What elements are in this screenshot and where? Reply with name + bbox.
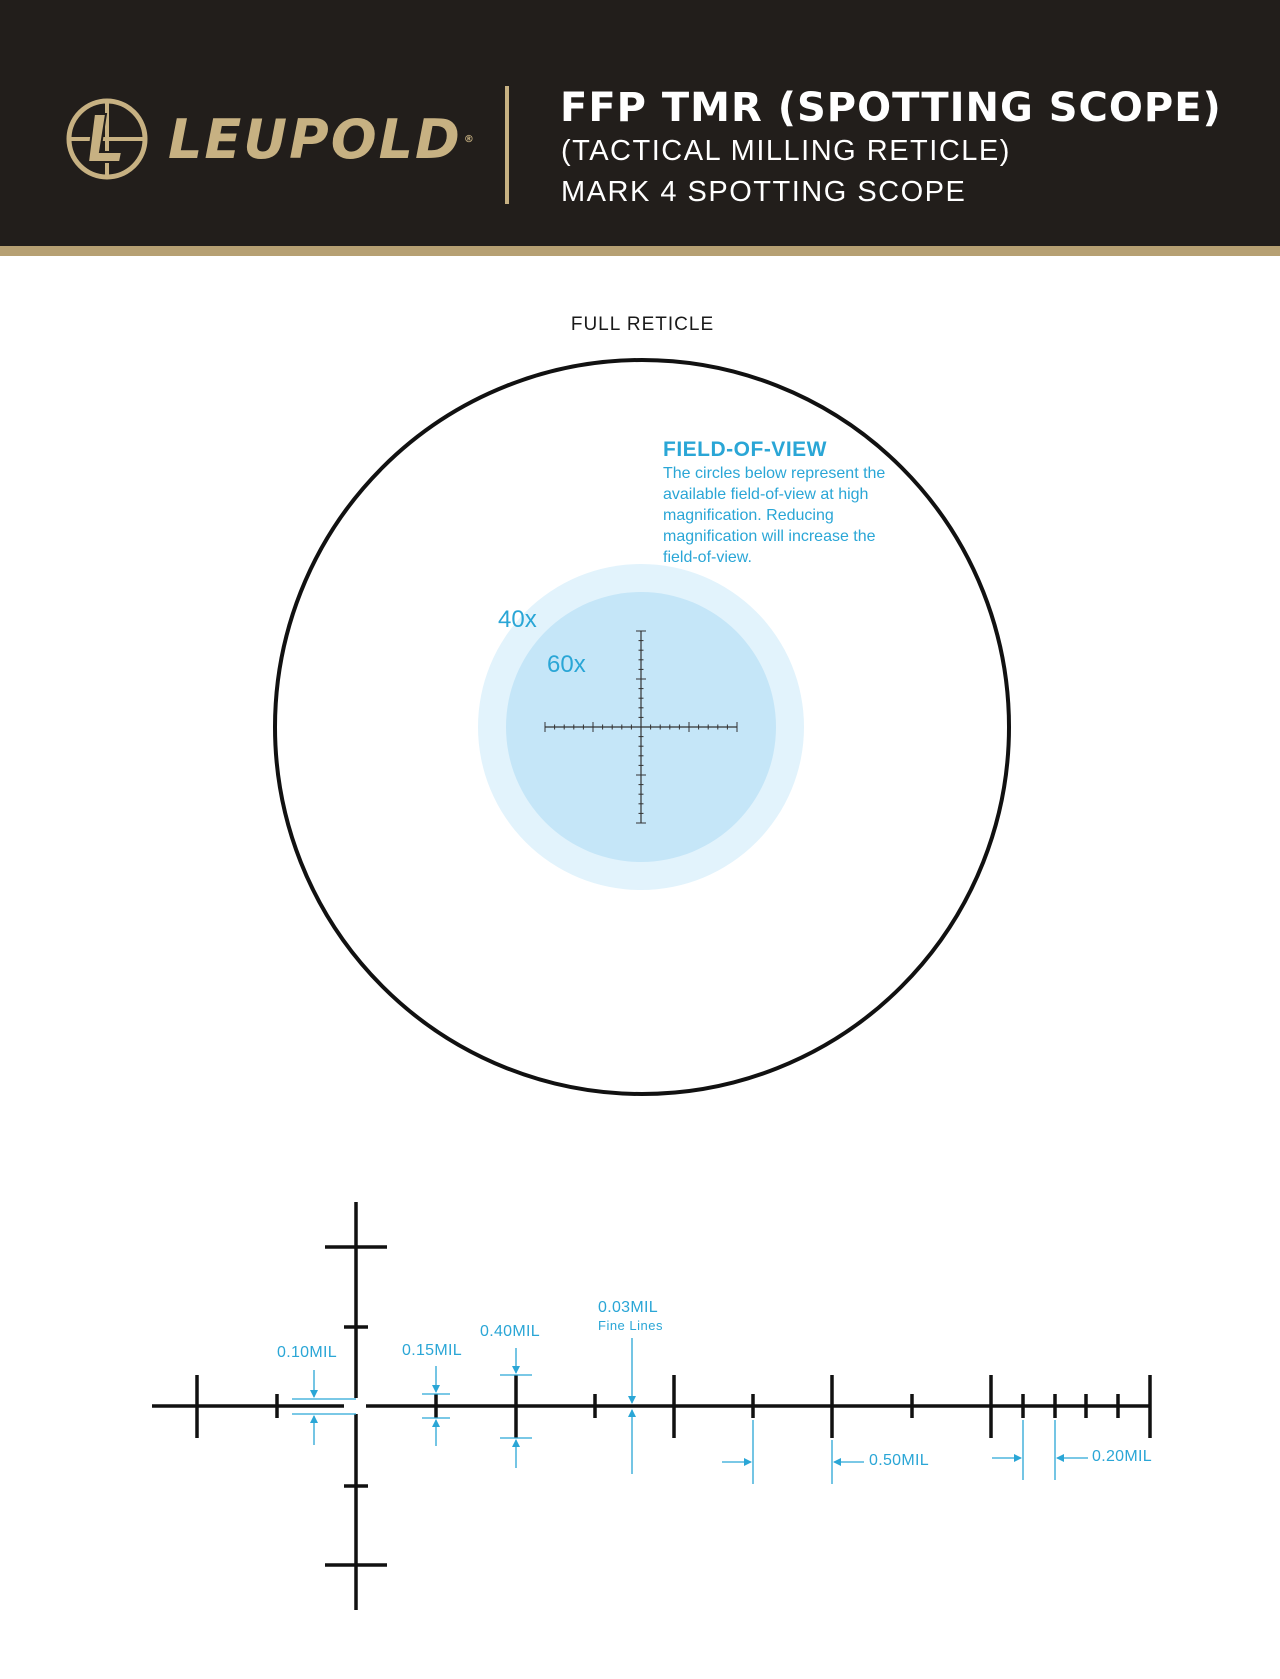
fov-description: The circles below represent the available field-of-view at high magnification. Reducing magnification will increase the field-of-view.	[663, 465, 886, 566]
page-subtitle-product: MARK 4 SPOTTING SCOPE	[561, 176, 967, 208]
page-subtitle-reticle: (TACTICAL MILLING RETICLE)	[561, 135, 1011, 167]
dim-label-fine-lines: Fine Lines	[598, 1318, 663, 1333]
dim-label-0-50mil: 0.50MIL	[869, 1452, 929, 1469]
brand-name: LEUPOLD ®	[168, 108, 476, 171]
detail-reticle	[152, 1202, 1150, 1610]
fov-title: FIELD-OF-VIEW	[663, 438, 827, 461]
mag-60x-label: 60x	[547, 651, 586, 678]
page-title: FFP TMR (SPOTTING SCOPE)	[560, 85, 1222, 131]
dim-label-0-20mil: 0.20MIL	[1092, 1448, 1152, 1465]
dim-label-0-03mil: 0.03MIL	[598, 1299, 658, 1316]
dim-label-0-40mil: 0.40MIL	[480, 1323, 540, 1340]
mag-40x-label: 40x	[498, 606, 537, 633]
full-reticle-label: FULL RETICLE	[570, 314, 715, 335]
dim-label-0-10mil: 0.10MIL	[277, 1344, 337, 1361]
brand-registered-mark: ®	[463, 134, 476, 145]
dim-label-0-15mil: 0.15MIL	[402, 1342, 462, 1359]
